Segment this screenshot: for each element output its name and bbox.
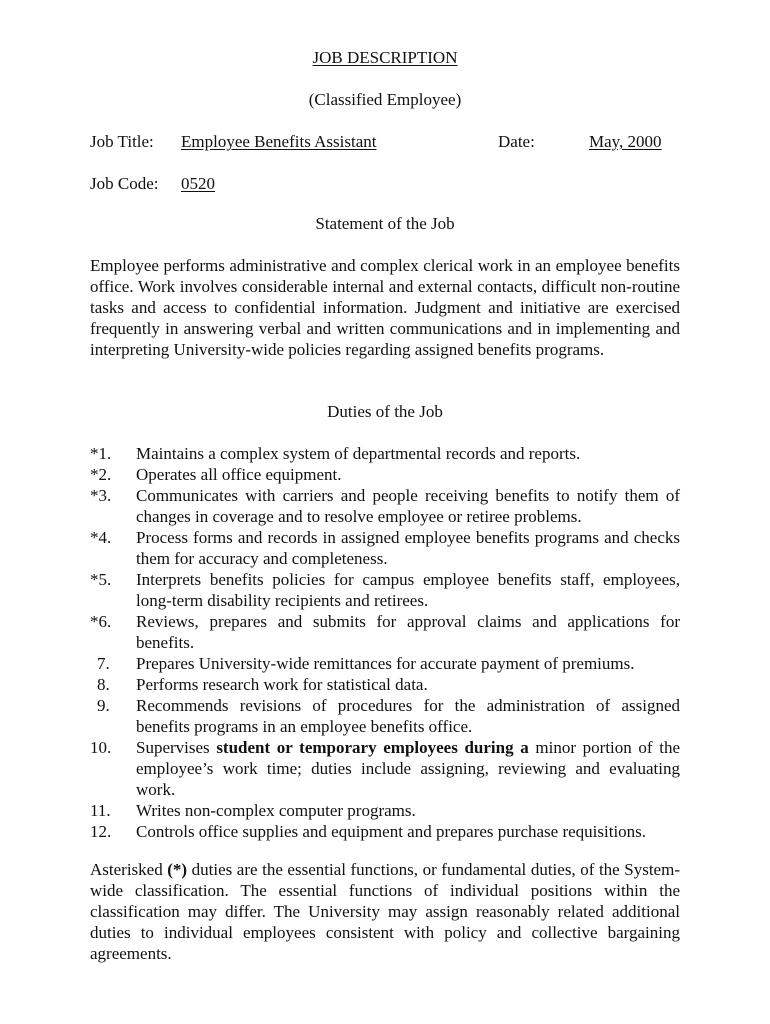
duty-text: Writes non-complex computer programs. xyxy=(136,801,416,820)
job-title-value: Employee Benefits Assistant xyxy=(181,132,377,151)
note-text-pre: Asterisked xyxy=(90,860,168,879)
duty-text: Controls office supplies and equipment and prepares purchase requisitions. xyxy=(136,822,647,841)
duty-text: Operates all office equipment. xyxy=(136,465,342,484)
statement-paragraph: Employee performs administrative and complex clerical work in an employee benefits office. Work involves considerable internal and external contacts, difficult non-routine tasks and access to confidential information. Judgment and initiative are exercised frequently in answering verbal and written communications and in implementing and interpreting University-wide policies regarding assigned benefits programs. xyxy=(90,256,680,359)
duty-item xyxy=(90,527,680,569)
duty-item xyxy=(90,737,680,800)
duties-list xyxy=(90,443,680,842)
duty-text: Reviews, prepares and submits for approval claims and applications for benefits. xyxy=(136,612,680,652)
duty-text-pre: Supervises xyxy=(136,738,217,757)
note-asterisk-bold: (*) xyxy=(167,860,188,879)
duty-number: 9. xyxy=(97,696,110,715)
duty-text xyxy=(136,738,680,799)
job-code-row xyxy=(90,173,680,194)
duty-number: *2. xyxy=(90,465,112,484)
duty-number: 11. xyxy=(90,801,111,820)
duty-item xyxy=(90,485,680,527)
duty-item xyxy=(90,611,680,653)
duty-text: Maintains a complex system of departmental records and reports. xyxy=(136,444,581,463)
duty-number: 7. xyxy=(97,654,110,673)
duty-item xyxy=(90,800,680,821)
statement-heading: Statement of the Job xyxy=(315,214,455,233)
note-text-post: duties are the essential functions, or fundamental duties, of the System-wide classification. The essential functions of individual positions within the classification may differ. The University may assign reasonably related additional duties to individual employees consistent with policy and collective bargaining agreements. xyxy=(90,860,680,963)
duty-text: Process forms and records in assigned employee benefits programs and checks them for accuracy and completeness. xyxy=(136,528,680,568)
job-title-row xyxy=(90,131,680,152)
duties-heading: Duties of the Job xyxy=(327,402,443,421)
duty-number: *4. xyxy=(90,528,112,547)
duty-text: Performs research work for statistical data. xyxy=(136,675,428,694)
job-code-value: 0520 xyxy=(181,174,215,193)
duty-text-post: minor portion of the employee’s work time; duties include assigning, reviewing and evaluating work. xyxy=(136,738,680,799)
duty-number: *3. xyxy=(90,486,112,505)
date-value: May, 2000 xyxy=(589,132,662,151)
duty-item xyxy=(90,653,680,674)
job-code-label: Job Code: xyxy=(90,174,159,193)
duty-item xyxy=(90,821,680,842)
duty-number: *6. xyxy=(90,612,112,631)
duty-number: *5. xyxy=(90,570,112,589)
duty-item xyxy=(90,569,680,611)
duty-text-bold: student or temporary employees during a xyxy=(216,738,529,757)
duty-number: 8. xyxy=(97,675,110,694)
duty-text: Communicates with carriers and people receiving benefits to notify them of changes in coverage and to resolve employee or retiree problems. xyxy=(136,486,680,526)
duty-item xyxy=(90,443,680,464)
duty-item xyxy=(90,464,680,485)
duty-number: 10. xyxy=(90,738,112,757)
document-subtitle: (Classified Employee) xyxy=(308,90,462,109)
duty-number: *1. xyxy=(90,444,112,463)
duty-text: Recommends revisions of procedures for the administration of assigned benefits programs in an employee benefits office. xyxy=(136,696,680,736)
duty-number: 12. xyxy=(90,822,112,841)
document-title xyxy=(90,47,680,68)
title-text: JOB DESCRIPTION xyxy=(312,48,458,67)
essential-functions-note xyxy=(90,859,680,964)
date-label: Date: xyxy=(498,132,535,151)
duty-text: Interprets benefits policies for campus employee benefits staff, employees, long-term disability recipients and retirees. xyxy=(136,570,680,610)
duty-text: Prepares University-wide remittances for accurate payment of premiums. xyxy=(136,654,635,673)
duty-item xyxy=(90,674,680,695)
duty-item xyxy=(90,695,680,737)
job-title-label: Job Title: xyxy=(90,132,154,151)
